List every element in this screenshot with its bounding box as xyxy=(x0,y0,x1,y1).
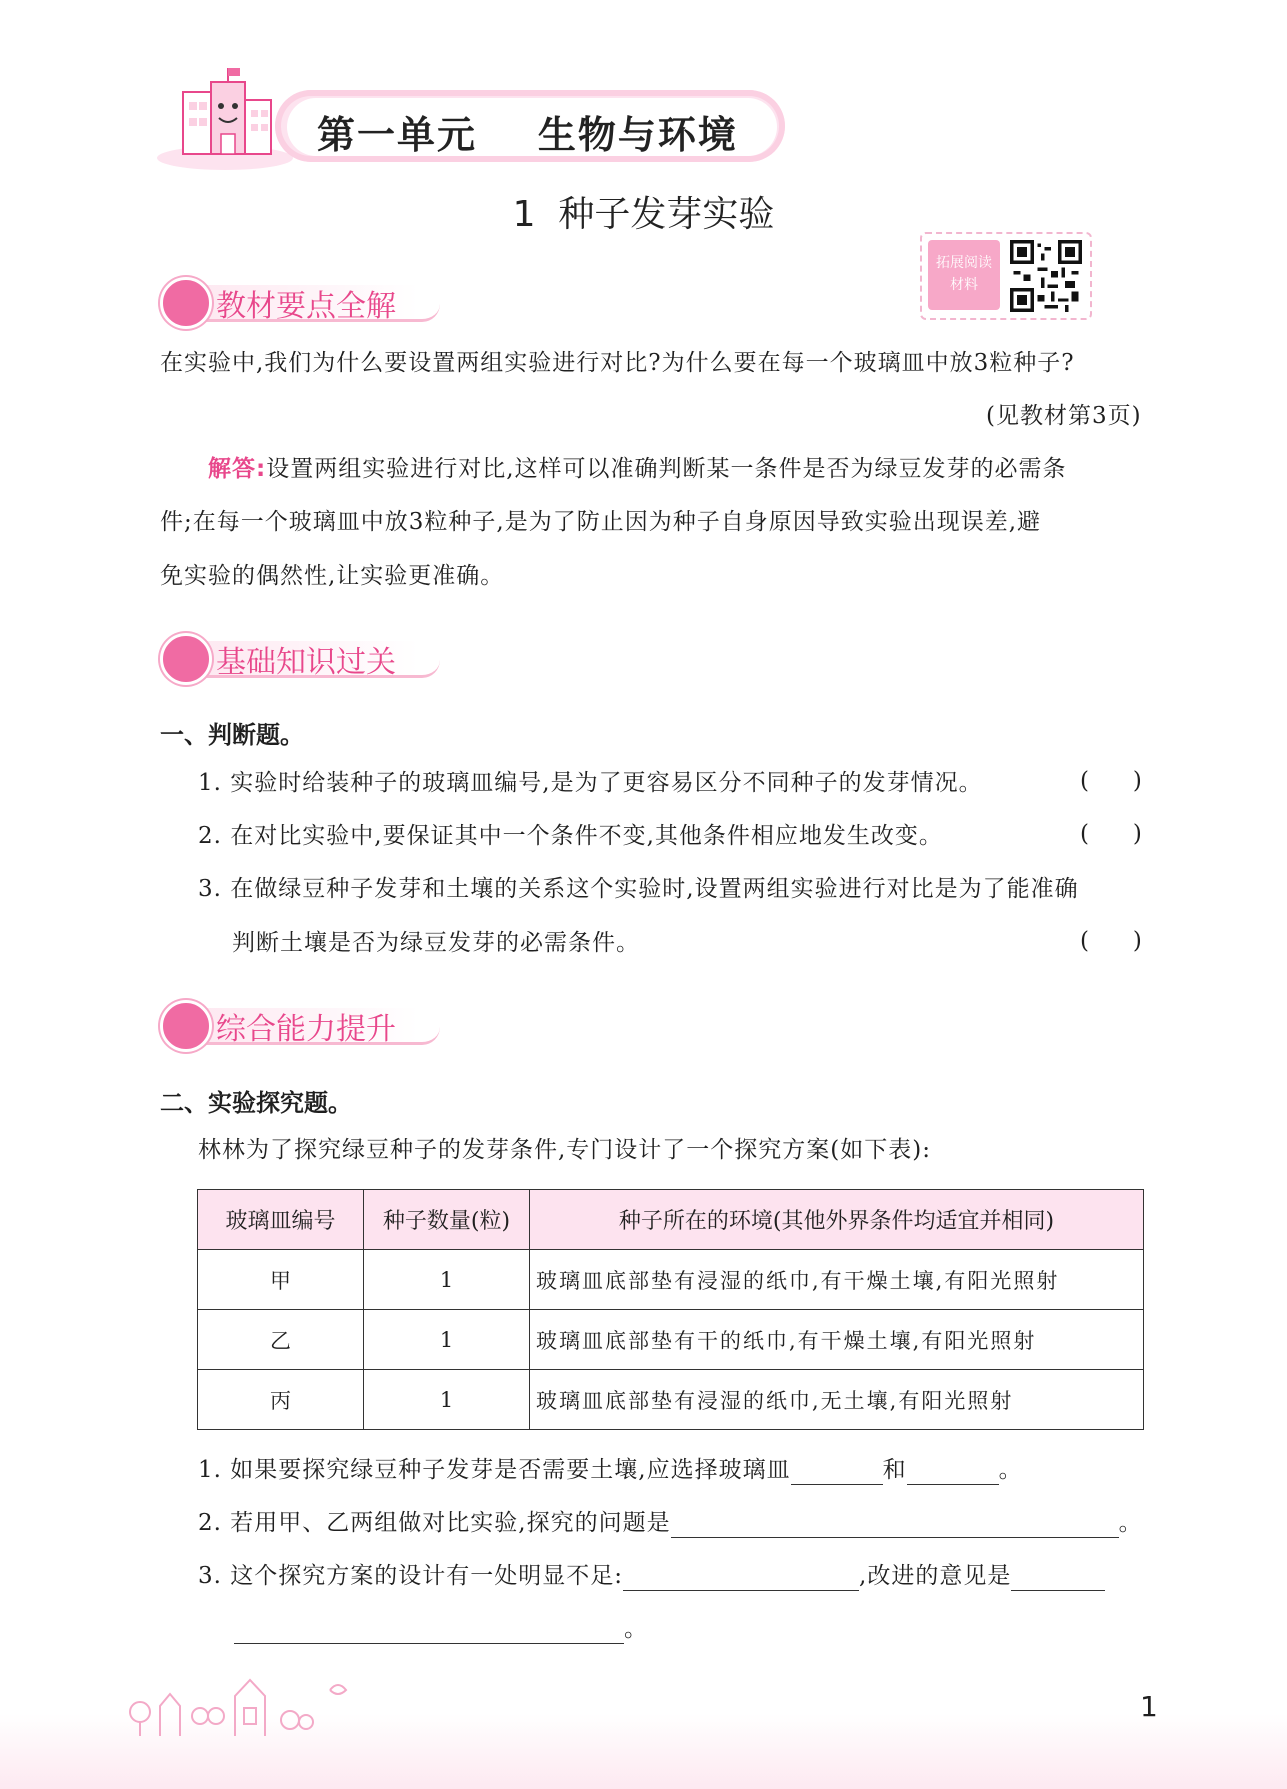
experiment-heading: 二、实验探究题。 xyxy=(160,1089,352,1117)
judgment-item-2: 2. 在对比实验中,要保证其中一个条件不变,其他条件相应地发生改变。 xyxy=(198,823,943,849)
page-number: 1 xyxy=(1140,1690,1158,1723)
answer-blank[interactable] xyxy=(907,1460,999,1485)
cartoon-mascot-icon xyxy=(160,277,212,329)
unit-title: 第一单元 生物与环境 xyxy=(317,113,738,157)
answer-line-1: 解答:设置两组实验进行对比,这样可以准确判断某一条件是否为绿豆发芽的必需条 xyxy=(208,456,1067,482)
qr-label: 拓展阅读 材料 xyxy=(928,240,1000,310)
textbook-reference: (见教材第3页) xyxy=(986,403,1142,429)
answer-paren-1[interactable]: ( ) xyxy=(1080,768,1142,794)
table-row xyxy=(198,1250,1144,1310)
experiment-intro: 林林为了探究绿豆种子的发芽条件,专门设计了一个探究方案(如下表): xyxy=(198,1137,932,1163)
fill-question-3-cont: 。 xyxy=(234,1614,648,1644)
table-header: 玻璃皿编号 xyxy=(198,1190,364,1250)
table-cell: 1 xyxy=(364,1250,530,1310)
answer-line-2: 件;在每一个玻璃皿中放3粒种子,是为了防止因为种子自身原因导致实验出现误差,避 xyxy=(160,509,1042,535)
table-cell: 乙 xyxy=(198,1310,364,1370)
answer-blank[interactable] xyxy=(671,1513,1119,1538)
lesson-title: 1 种子发芽实验 xyxy=(512,194,775,235)
cartoon-mascot-icon xyxy=(160,1000,212,1052)
table-cell: 玻璃皿底部垫有浸湿的纸巾,有干燥土壤,有阳光照射 xyxy=(530,1250,1144,1310)
table-header: 种子所在的环境(其他外界条件均适宜并相同) xyxy=(530,1190,1144,1250)
qr-code-icon[interactable] xyxy=(1010,240,1082,312)
table-cell: 玻璃皿底部垫有干的纸巾,有干燥土壤,有阳光照射 xyxy=(530,1310,1144,1370)
building-illustration-icon xyxy=(155,62,295,172)
table-cell: 甲 xyxy=(198,1250,364,1310)
table-cell: 玻璃皿底部垫有浸湿的纸巾,无土壤,有阳光照射 xyxy=(530,1370,1144,1430)
table-row xyxy=(198,1310,1144,1370)
fill-question-2: 2. 若用甲、乙两组做对比实验,探究的问题是 。 xyxy=(198,1510,1143,1536)
fill-question-3: 3. 这个探究方案的设计有一处明显不足: ,改进的意见是 xyxy=(198,1561,1105,1591)
answer-paren-2[interactable]: ( ) xyxy=(1080,821,1142,847)
table-cell: 1 xyxy=(364,1370,530,1430)
section-heading-basics: 基础知识过关 xyxy=(160,633,450,679)
answer-blank[interactable] xyxy=(1011,1566,1105,1591)
judgment-item-1: 1. 实验时给装种子的玻璃皿编号,是为了更容易区分不同种子的发芽情况。 xyxy=(198,770,983,796)
footer-town-illustration-icon xyxy=(120,1650,420,1740)
answer-blank[interactable] xyxy=(791,1460,883,1485)
answer-blank[interactable] xyxy=(623,1566,859,1591)
table-cell: 1 xyxy=(364,1310,530,1370)
section-heading-key-points: 教材要点全解 xyxy=(160,277,450,323)
table-header-row xyxy=(198,1190,1144,1250)
qr-extension-box[interactable] xyxy=(920,232,1092,320)
judgment-heading: 一、判断题。 xyxy=(160,721,304,749)
answer-paren-3[interactable]: ( ) xyxy=(1080,928,1142,954)
judgment-item-3-cont: 判断土壤是否为绿豆发芽的必需条件。 xyxy=(232,930,640,956)
table-header: 种子数量(粒) xyxy=(364,1190,530,1250)
table-cell: 丙 xyxy=(198,1370,364,1430)
cartoon-mascot-icon xyxy=(160,633,212,685)
unit-banner xyxy=(155,62,795,172)
table-row xyxy=(198,1370,1144,1430)
section-heading-comprehensive: 综合能力提升 xyxy=(160,1000,450,1046)
answer-blank[interactable] xyxy=(234,1619,624,1644)
answer-line-3: 免实验的偶然性,让实验更准确。 xyxy=(160,563,505,589)
judgment-item-3: 3. 在做绿豆种子发芽和土壤的关系这个实验时,设置两组实验进行对比是为了能准确 xyxy=(198,876,1079,902)
experiment-table xyxy=(197,1189,1144,1430)
fill-question-1: 1. 如果要探究绿豆种子发芽是否需要土壤,应选择玻璃皿 和 。 xyxy=(198,1457,1023,1483)
key-point-question: 在实验中,我们为什么要设置两组实验进行对比?为什么要在每一个玻璃皿中放3粒种子? xyxy=(160,350,1075,376)
